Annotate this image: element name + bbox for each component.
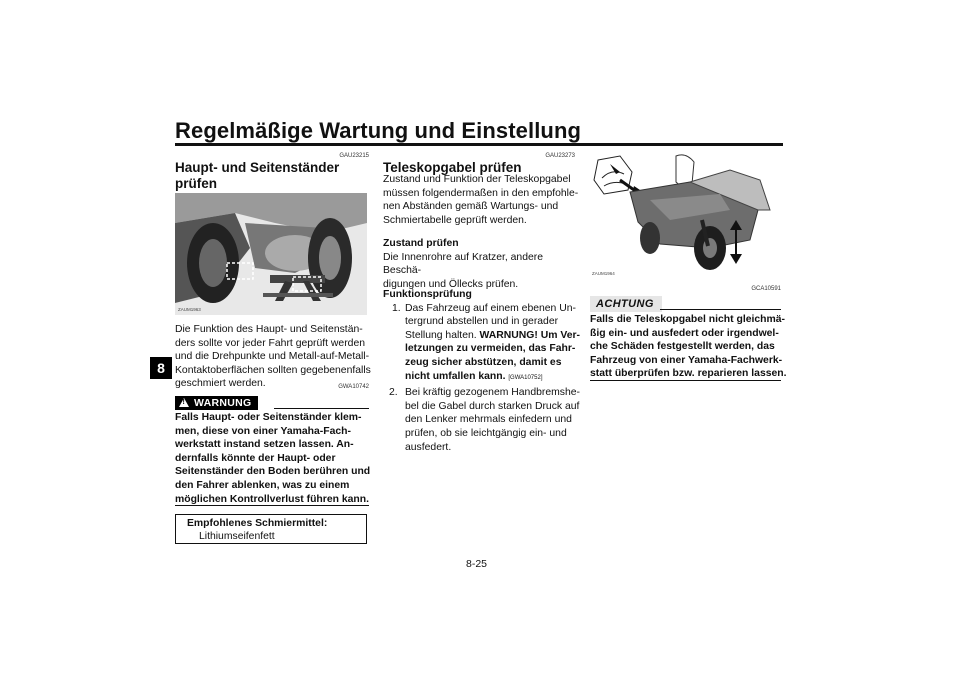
text-line: Zustand und Funktion der Teleskopgabel (383, 174, 571, 185)
text-line: Bei kräftig gezogenem Handbremshe- (405, 387, 581, 399)
section-code: GAU23215 (339, 153, 369, 159)
stand-paragraph (175, 323, 375, 391)
warning-triangle-icon (179, 398, 189, 407)
warning-text (175, 411, 375, 506)
text-line: ßig ein- und ausfedert oder irgendwel- (590, 327, 779, 339)
section-code: GAU23273 (545, 153, 575, 159)
heading-line: Haupt- und Seitenständer prüfen (175, 160, 340, 191)
step-2 (383, 386, 583, 454)
caution-label: ACHTUNG (590, 296, 662, 312)
lubricant-value: Lithiumseifenfett (199, 530, 275, 542)
text-line: ders sollte vor jeder Fahrt geprüft werden (175, 337, 366, 349)
text-line: müssen folgendermaßen in den empfohle- (383, 187, 579, 199)
text-line: den Lenker mehrmals einfedern und (405, 414, 572, 426)
caution-rule (660, 309, 781, 310)
caution-badge (590, 294, 662, 312)
stand-illustration (175, 193, 367, 315)
page-number: 8-25 (466, 558, 488, 570)
subheading: Zustand prüfen (383, 238, 459, 249)
step-number: 2. (389, 387, 398, 399)
lubricant-box (175, 514, 367, 544)
warning-inline: WARNUNG! Um Ver- (479, 329, 580, 341)
warning-badge (175, 394, 258, 412)
text-line: dernfalls könnte der Haupt- oder (175, 452, 336, 464)
fork-intro (383, 173, 583, 227)
title-rule (175, 143, 783, 146)
warning-inline-line: letzungen zu vermeiden, das Fahr- (405, 343, 576, 355)
text-span: Stellung halten. (405, 329, 480, 341)
text-line: und die Drehpunkte und Metall-auf-Metall- (175, 351, 370, 363)
text-line: statt überprüfen bzw. reparieren lassen. (590, 368, 787, 380)
warning-inline: nicht umfallen kann. (405, 370, 506, 382)
caution-text (590, 313, 790, 381)
caution-code: GCA10591 (751, 286, 781, 292)
text-line: Falls die Teleskopgabel nicht gleichmä- (590, 314, 785, 325)
text-line: geschmiert werden. (175, 378, 266, 390)
text-line (405, 370, 583, 386)
text-line: Kontaktoberflächen sollten gegebenenfalls (175, 364, 371, 376)
text-line: bel die Gabel durch starken Druck auf (405, 400, 580, 412)
text-line: digungen und Öllecks prüfen. (383, 278, 519, 290)
text-line: Die Innenrohre auf Kratzer, andere Beschä- (383, 251, 543, 277)
text-line: che Schäden festgestellt werden, das (590, 341, 775, 353)
section-heading: Teleskopgabel prüfen (383, 160, 522, 175)
text-line (405, 329, 583, 343)
fork-illustration (590, 150, 782, 278)
text-line: nen Abständen gemäß Wartungs- und (383, 201, 559, 213)
warning-label (175, 396, 258, 410)
warning-end-rule (175, 505, 369, 506)
text-line: Die Funktion des Haupt- und Seitenstän- (175, 324, 363, 335)
text-line: men, diese von einer Yamaha-Fach- (175, 425, 351, 437)
text-line: Schmiertabelle geprüft werden. (383, 214, 527, 226)
text-line: prüfen, ob sie leichtgängig ein- und (405, 427, 567, 439)
text-line: ausfedert. (405, 441, 452, 453)
function-check (383, 288, 583, 454)
warning-code: GWA10742 (338, 384, 369, 390)
image-code: ZAUM1963 (178, 307, 201, 312)
chapter-tab: 8 (150, 357, 172, 379)
text-line: Das Fahrzeug auf einem ebenen Un- (405, 302, 576, 314)
text-line: den Fahrer ablenken, was zu einem (175, 479, 350, 491)
scooter-fork-drawing (590, 150, 782, 278)
warning-inline-line: zeug sicher abstützen, damit es (405, 356, 562, 368)
warning-label-text: WARNUNG (194, 396, 252, 409)
page-title: Regelmäßige Wartung und Einstellung (175, 118, 582, 143)
text-line: möglichen Kontrollverlust führen kann. (175, 493, 369, 505)
warning-rule (274, 408, 369, 409)
text-line: werkstatt instand setzen lassen. An- (175, 439, 354, 451)
subheading: Funktionsprüfung (383, 289, 472, 300)
text-line: Fahrzeug von einer Yamaha-Fachwerk- (590, 354, 783, 366)
caution-end-rule (590, 380, 781, 381)
inline-code: [GWA10752] (508, 374, 543, 381)
condition-check (383, 237, 583, 291)
step-number: 1. (392, 302, 401, 314)
text-line: Seitenständer den Boden berühren und (175, 466, 371, 478)
step-1 (383, 302, 583, 386)
text-line: tergrund abstellen und in gerader (405, 316, 559, 328)
text-line: Falls Haupt- oder Seitenständer klem- (175, 412, 362, 423)
image-code: ZAUM1964 (592, 271, 615, 276)
scooter-stand-drawing (175, 193, 367, 315)
lubricant-label: Empfohlenes Schmiermittel: (187, 518, 328, 529)
